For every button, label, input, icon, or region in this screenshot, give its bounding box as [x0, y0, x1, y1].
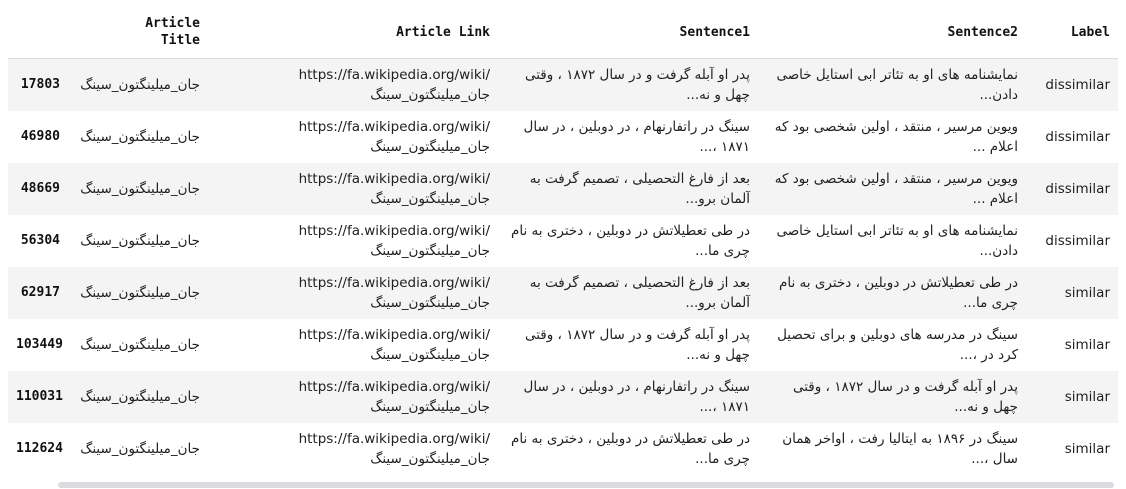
cell-article-title: جان_میلینگتون_سینگ	[80, 76, 200, 93]
cell-sentence1: در طی تعطیلاتش در دوبلین ، دختری به نام چری ما...	[511, 222, 750, 259]
row-index: 62917	[20, 285, 60, 300]
column-header-article-link: Article Link	[208, 6, 498, 59]
table-row	[8, 267, 1118, 319]
article-link-line1: https://fa.wikipedia.org/wiki/	[298, 118, 490, 135]
cell-article-link	[208, 163, 498, 215]
row-index: 46980	[20, 129, 60, 144]
column-header-sentence1: Sentence1	[498, 6, 758, 59]
cell-article-link	[208, 319, 498, 371]
cell-sentence1: پدر او آبله گرفت و در سال ۱۸۷۲ ، وقتی چهل و نه...	[524, 66, 750, 103]
cell-sentence1: سینگ در راتفارنهام ، در دوبلین ، در سال ۱۸۷۱ ،...	[523, 118, 750, 155]
cell-label: dissimilar	[1045, 76, 1110, 93]
cell-article-link	[208, 423, 498, 475]
cell-sentence2: نمایشنامه های او به تئاتر ابی استایل خاصی دادن...	[776, 66, 1018, 103]
cell-sentence1: در طی تعطیلاتش در دوبلین ، دختری به نام چری ما...	[511, 430, 750, 467]
cell-label: dissimilar	[1045, 232, 1110, 249]
row-index: 112624	[16, 441, 63, 456]
article-link-line2: جان_میلینگتون_سینگ	[370, 242, 490, 259]
table-row	[8, 319, 1118, 371]
cell-sentence2: ویوین مرسیر ، منتقد ، اولین شخصی بود که اعلام ...	[774, 170, 1018, 207]
cell-sentence1: بعد از فارغ التحصیلی ، تصمیم گرفت به آلمان برو...	[529, 170, 750, 207]
cell-sentence2: ویوین مرسیر ، منتقد ، اولین شخصی بود که اعلام ...	[774, 118, 1018, 155]
article-link-line2: جان_میلینگتون_سینگ	[370, 190, 490, 207]
cell-sentence2: سینگ در ۱۸۹۶ به ایتالیا رفت ، اواخر همان سال ،...	[782, 430, 1018, 467]
article-link-line2: جان_میلینگتون_سینگ	[370, 294, 490, 311]
article-link-line1: https://fa.wikipedia.org/wiki/	[298, 430, 490, 447]
article-link-line1: https://fa.wikipedia.org/wiki/	[298, 66, 490, 83]
column-header-article-title-label: Article Title	[145, 16, 200, 48]
table-header	[8, 6, 1118, 59]
cell-article-title: جان_میلینگتون_سینگ	[80, 284, 200, 301]
cell-sentence2: در طی تعطیلاتش در دوبلین ، دختری به نام چری ما...	[779, 274, 1018, 311]
row-index: 110031	[16, 389, 63, 404]
article-link-line1: https://fa.wikipedia.org/wiki/	[298, 222, 490, 239]
table-row	[8, 423, 1118, 475]
cell-article-link	[208, 215, 498, 267]
cell-label: dissimilar	[1045, 128, 1110, 145]
cell-article-link	[208, 111, 498, 163]
table-row	[8, 215, 1118, 267]
cell-article-title: جان_میلینگتون_سینگ	[80, 388, 200, 405]
article-link-line2: جان_میلینگتون_سینگ	[370, 138, 490, 155]
column-header-sentence2: Sentence2	[758, 6, 1026, 59]
row-index: 48669	[20, 181, 60, 196]
index-column-header	[8, 6, 68, 59]
cell-sentence1: پدر او آبله گرفت و در سال ۱۸۷۲ ، وقتی چهل و نه...	[524, 326, 750, 363]
cell-label: similar	[1064, 284, 1110, 301]
article-link-line1: https://fa.wikipedia.org/wiki/	[298, 326, 490, 343]
article-link-line2: جان_میلینگتون_سینگ	[370, 346, 490, 363]
table-row	[8, 111, 1118, 163]
article-link-line2: جان_میلینگتون_سینگ	[370, 398, 490, 415]
article-link-line2: جان_میلینگتون_سینگ	[370, 86, 490, 103]
cell-sentence1: سینگ در راتفارنهام ، در دوبلین ، در سال ۱۸۷۱ ،...	[523, 378, 750, 415]
table-body	[8, 59, 1118, 475]
table-row	[8, 59, 1118, 111]
column-header-article-title	[68, 6, 208, 59]
row-index: 17803	[20, 77, 60, 93]
table-row	[8, 163, 1118, 215]
cell-article-link	[208, 267, 498, 319]
article-link-line1: https://fa.wikipedia.org/wiki/	[298, 274, 490, 291]
column-header-label: Label	[1026, 6, 1118, 59]
cell-label: similar	[1064, 388, 1110, 405]
table-row	[8, 371, 1118, 423]
cell-article-title: جان_میلینگتون_سینگ	[80, 440, 200, 457]
cell-article-title: جان_میلینگتون_سینگ	[80, 232, 200, 249]
cell-label: similar	[1064, 336, 1110, 353]
cell-sentence2: پدر او آبله گرفت و در سال ۱۸۷۲ ، وقتی چهل و نه...	[792, 378, 1018, 415]
dataframe-table	[8, 6, 1118, 475]
dataframe-output	[0, 6, 1126, 489]
cell-sentence2: سینگ در مدرسه های دوبلین و برای تحصیل کرد در ،...	[777, 326, 1018, 363]
article-link-line1: https://fa.wikipedia.org/wiki/	[298, 170, 490, 187]
header-row	[8, 6, 1118, 59]
cell-article-link	[208, 371, 498, 423]
cell-sentence2: نمایشنامه های او به تئاتر ابی استایل خاصی دادن...	[776, 222, 1018, 259]
cell-article-title: جان_میلینگتون_سینگ	[80, 128, 200, 145]
article-link-line1: https://fa.wikipedia.org/wiki/	[298, 378, 490, 395]
cell-article-title: جان_میلینگتون_سینگ	[80, 180, 200, 197]
article-link-line2: جان_میلینگتون_سینگ	[370, 450, 490, 467]
row-index: 56304	[20, 233, 60, 248]
cell-article-link	[208, 59, 498, 111]
cell-sentence1: بعد از فارغ التحصیلی ، تصمیم گرفت به آلمان برو...	[529, 274, 750, 311]
cell-article-title: جان_میلینگتون_سینگ	[80, 336, 200, 353]
row-index: 103449	[16, 337, 63, 352]
cell-label: dissimilar	[1045, 180, 1110, 197]
cell-label: similar	[1064, 440, 1110, 457]
